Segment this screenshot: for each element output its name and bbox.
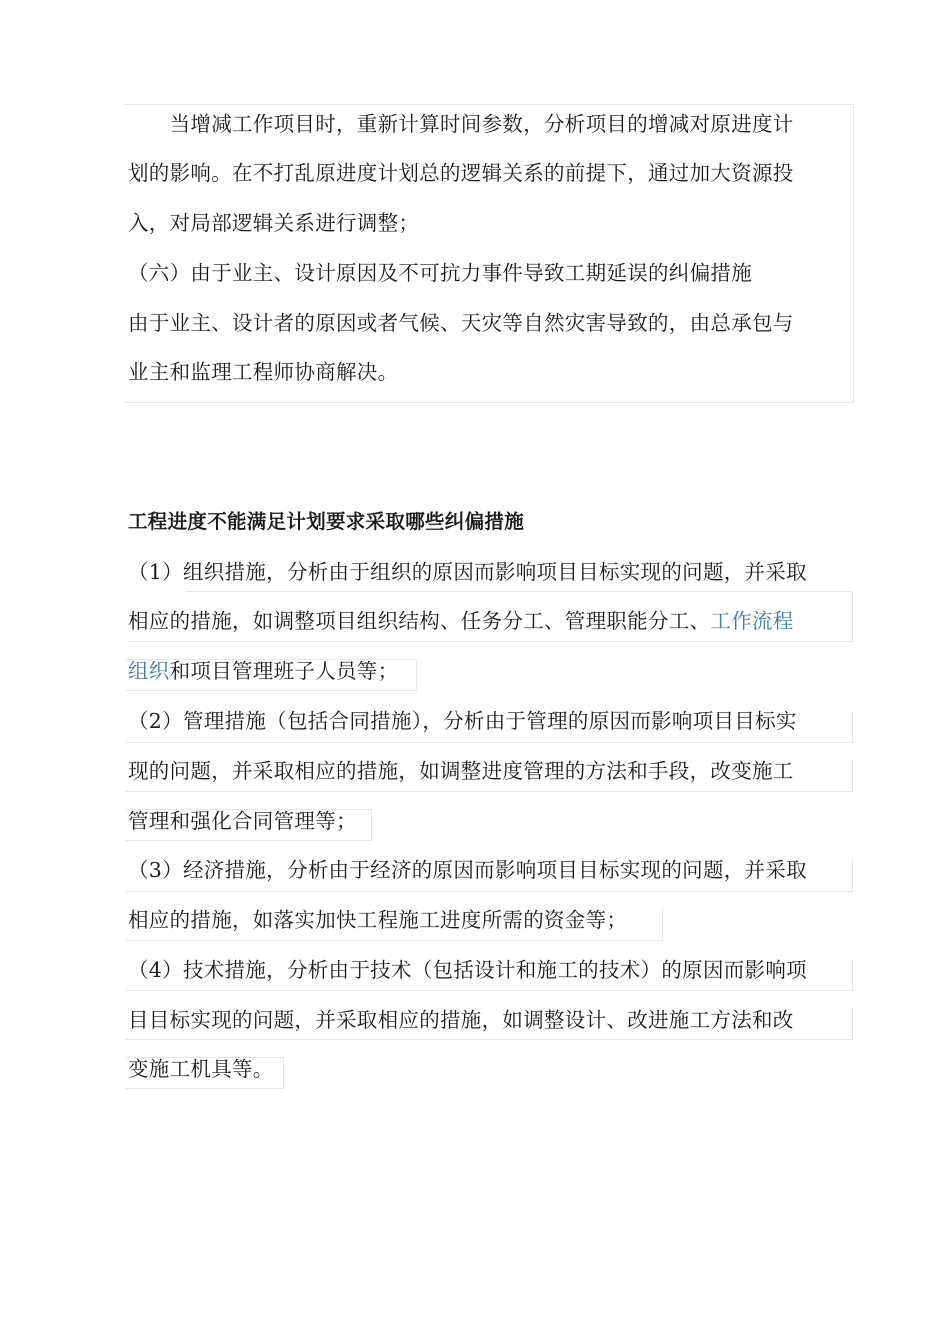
item2-line3-frame xyxy=(126,809,372,841)
item4-line1: （4）技术措施，分析由于技术（包括设计和施工的技术）的原因而影响项 xyxy=(128,958,807,982)
section1-para2-line1: 由于业主、设计者的原因或者气候、天灾等自然灾害导致的，由总承包与 xyxy=(128,311,794,335)
item1-line1: （1）组织措施，分析由于组织的原因而影响项目目标实现的问题，并采取 xyxy=(128,560,807,584)
item2-line2: 现的问题，并采取相应的措施，如调整进度管理的方法和手段，改变施工 xyxy=(128,759,794,783)
item1-underline1 xyxy=(186,591,852,592)
item3-line1: （3）经济措施，分析由于经济的原因而影响项目目标实现的问题，并采取 xyxy=(128,858,807,882)
item2-line2-frame xyxy=(126,760,853,792)
item3-line1-frame xyxy=(126,860,853,892)
item1-underline2 xyxy=(128,641,852,642)
section1-para1-line1: 当增减工作项目时，重新计算时间参数，分析项目的增减对原进度计 xyxy=(128,112,794,136)
item4-line2-frame xyxy=(126,1008,853,1040)
item3-line2-frame xyxy=(126,909,663,941)
section2-heading: 工程进度不能满足计划要求采取哪些纠偏措施 xyxy=(128,510,525,533)
workflow-link-part2[interactable]: 组织 xyxy=(128,659,170,683)
item4-line3: 变施工机具等。 xyxy=(128,1057,274,1081)
item4-line3-frame xyxy=(126,1057,284,1089)
section1-para1-line3: 入，对局部逻辑关系进行调整； xyxy=(128,211,420,235)
item3-line2: 相应的措施，如落实加快工程施工进度所需的资金等； xyxy=(128,908,628,932)
item2-line1-frame xyxy=(126,711,853,743)
item1-line2 xyxy=(128,607,794,635)
item2-line3: 管理和强化合同管理等； xyxy=(128,809,357,833)
item1-line3-text: 和项目管理班子人员等； xyxy=(169,659,399,683)
item4-line2: 目目标实现的问题，并采取相应的措施，如调整设计、改进施工方法和改 xyxy=(128,1008,794,1032)
item4-line1-frame xyxy=(126,959,853,991)
item1-line3-frame xyxy=(126,659,417,691)
item1-line2-text: 相应的措施，如调整项目组织结构、任务分工、管理职能分工、 xyxy=(128,609,711,633)
item1-right-rule xyxy=(852,592,853,642)
section1-para1-line2: 划的影响。在不打乱原进度计划总的逻辑关系的前提下，通过加大资源投 xyxy=(128,161,794,185)
item2-line1: （2）管理措施（包括合同措施），分析由于管理的原因而影响项目目标实 xyxy=(128,709,797,733)
section1-subheading: （六）由于业主、设计原因及不可抗力事件导致工期延误的纠偏措施 xyxy=(128,261,752,285)
workflow-link-part1[interactable]: 工作流程 xyxy=(710,609,794,633)
section1-para2-line2: 业主和监理工程师协商解决。 xyxy=(128,360,399,384)
